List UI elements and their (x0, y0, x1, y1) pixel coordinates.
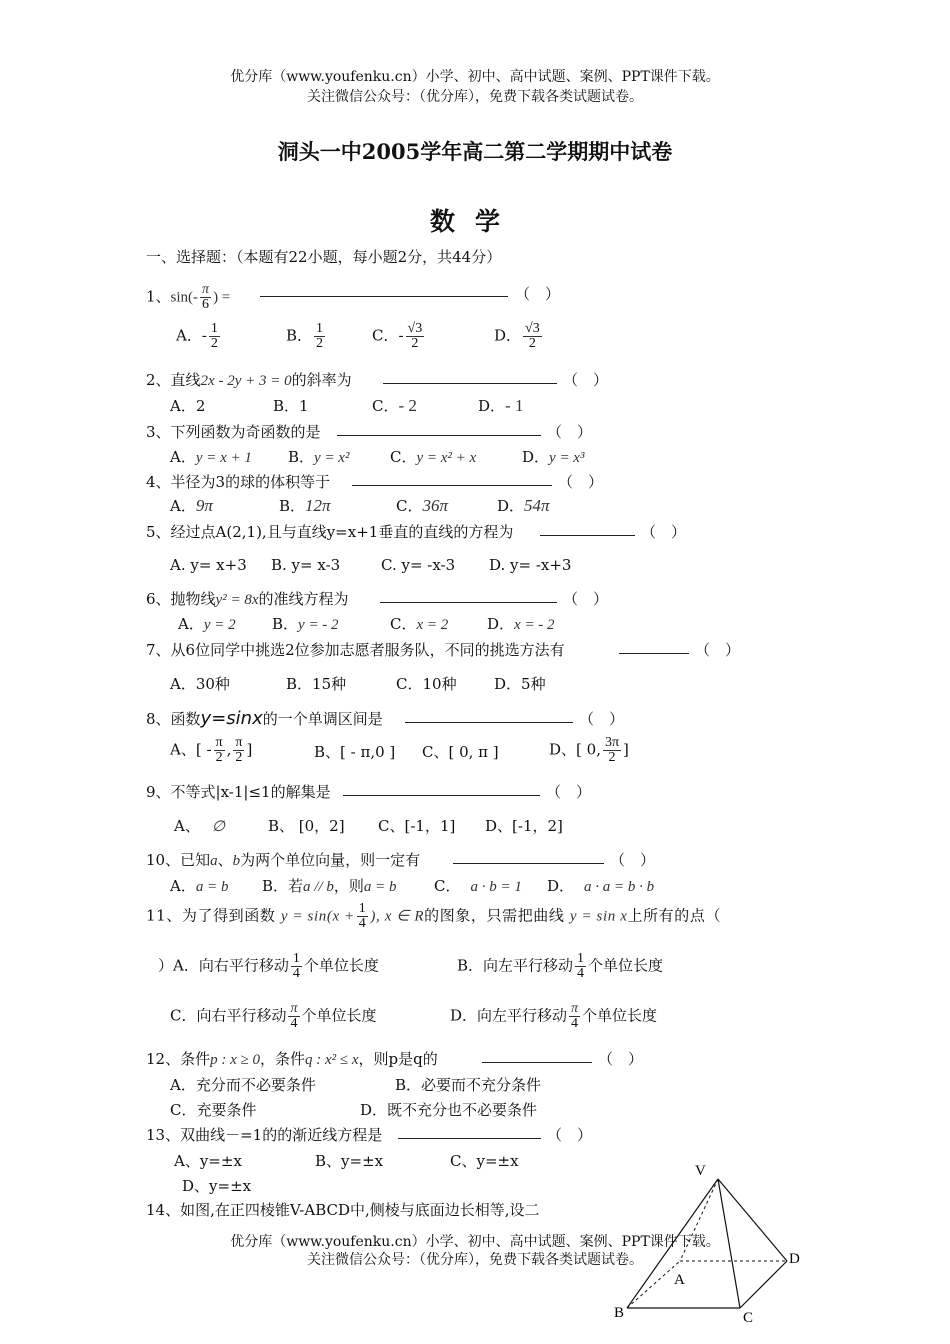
answer-paren: （ ） (563, 371, 609, 389)
footer-line-1: 优分库（www.youfenku.cn）小学、初中、高中试题、案例、PPT课件下载。 (230, 1234, 720, 1250)
answer-blank (337, 422, 541, 436)
q4-option-d: D．54π (497, 496, 550, 515)
answer-paren: （ ） (579, 710, 625, 728)
q7-option-d: D．5种 (494, 675, 546, 693)
footer-line-2: 关注微信公众号：（优分库），免费下载各类试题试卷。 (307, 1252, 643, 1268)
exam-title: 洞头一中2005学年高二第二学期期中试卷 (277, 139, 673, 164)
answer-blank (453, 850, 604, 864)
question-2: 2、直线2x - 2y + 3 = 0的斜率为 (146, 371, 352, 389)
vertex-d-label: D (789, 1251, 800, 1267)
question-5: 5、经过点A(2,1),且与直线y=x+1垂直的直线的方程为 (146, 523, 514, 541)
q5-option-d: D. y= -x+3 (489, 556, 572, 574)
q8-option-d: D、[ 0, $\frac{3\pi}{2}$ ] (549, 735, 629, 765)
q13-option-b: B、y=±x (315, 1152, 384, 1170)
q2-option-a: A．2 (170, 397, 206, 415)
question-9: 9、不等式|x-1|≤1的解集是 (146, 783, 331, 801)
header-line-2: 关注微信公众号：（优分库），免费下载各类试题试卷。 (307, 89, 643, 105)
question-4: 4、半径为3的球的体积等于 (146, 473, 331, 491)
q10-option-c: C． a · b = 1 (434, 877, 522, 895)
answer-paren: （ ） (610, 851, 656, 869)
answer-blank (343, 782, 540, 796)
q3-option-a: A．y = x + 1 (170, 448, 252, 466)
q9-option-b: B、 [0，2] (268, 817, 345, 835)
header-line-1: 优分库（www.youfenku.cn）小学、初中、高中试题、案例、PPT课件下载。 (230, 69, 720, 85)
q12-option-a: A．充分而不必要条件 (170, 1076, 316, 1094)
answer-blank (352, 472, 552, 486)
vertex-v-label: V (695, 1163, 706, 1179)
edge-cd (740, 1261, 787, 1308)
subject-title: 数学 (429, 207, 520, 236)
q5-option-b: B. y= x-3 (271, 556, 341, 574)
q1-option-d: D． $\frac{√3}{2}$ (494, 321, 540, 351)
q7-option-c: C．10种 (396, 675, 457, 693)
q3-option-c: C．y = x² + x (390, 448, 477, 466)
q11-option-d: D．向左平行移动 $\frac{\pi}{4}$ 个单位长度 (450, 1001, 658, 1031)
answer-paren: （ ） (695, 641, 741, 659)
q9-option-c: C、[-1，1] (378, 817, 456, 835)
q10-option-b: B．若a // b，则a = b (262, 877, 397, 895)
question-3: 3、下列函数为奇函数的是 (146, 423, 321, 441)
q7-option-b: B．15种 (286, 675, 347, 693)
q11-option-b: B．向左平行移动 $\frac{1}{4}$ 个单位长度 (457, 951, 664, 981)
q12-option-b: B．必要而不充分条件 (395, 1076, 542, 1094)
vertex-c-label: C (743, 1310, 754, 1326)
answer-blank (383, 370, 557, 384)
q2-option-c: C．- 2 (372, 396, 417, 415)
answer-paren: （ ） (546, 783, 592, 801)
q13-option-a: A、y=±x (174, 1152, 242, 1170)
q12-option-c: C．充要条件 (170, 1101, 257, 1119)
answer-paren: （ ） (547, 423, 593, 441)
edge-vd (718, 1179, 787, 1261)
q1-option-a: A．- $\frac{1}{2}$ (176, 321, 218, 351)
answer-blank (619, 640, 689, 654)
pyramid-figure (600, 1155, 815, 1344)
q12-option-d: D．既不充分也不必要条件 (360, 1101, 538, 1119)
q5-option-c: C. y= -x-3 (381, 556, 456, 574)
edge-va-hidden (680, 1179, 718, 1261)
question-10: 10、已知a、b为两个单位向量，则一定有 (146, 851, 421, 869)
edge-vc (718, 1179, 740, 1308)
q9-option-d: D、[-1，2] (485, 817, 563, 835)
q10-option-a: A．a = b (170, 877, 229, 895)
answer-blank (405, 709, 573, 723)
answer-blank (380, 589, 557, 603)
answer-paren: （ ） (547, 1126, 593, 1144)
question-1: 1、sin(- $\frac{\pi}{6}$ ) = (146, 282, 231, 312)
question-8: 8、函数y=sinx的一个单调区间是 (146, 708, 383, 729)
q4-option-c: C．36π (396, 496, 449, 515)
q8-option-c: C、[ 0, π ] (422, 743, 499, 761)
q2-option-b: B．1 (273, 397, 309, 415)
vertex-b-label: B (614, 1305, 625, 1321)
q2-option-d: D．- 1 (478, 396, 524, 415)
q13-option-c: C、y=±x (450, 1152, 519, 1170)
q1-option-c: C．- $\frac{√3}{2}$ (372, 321, 423, 351)
q7-option-a: A．30种 (170, 675, 230, 693)
q4-option-a: A．9π (170, 496, 213, 515)
q6-option-c: C．x = 2 (390, 615, 449, 633)
answer-blank (482, 1049, 592, 1063)
q5-option-a: A. y= x+3 (170, 556, 247, 574)
q8-option-b: B、[ - π,0 ] (314, 743, 396, 761)
question-7: 7、从6位同学中挑选2位参加志愿者服务队，不同的挑选方法有 (146, 641, 565, 659)
q4-option-b: B．12π (279, 496, 331, 515)
answer-blank (540, 522, 635, 536)
question-12: 12、条件p : x ≥ 0，条件q : x² ≤ x，则p是q的 (146, 1050, 438, 1068)
answer-paren: （ ） (563, 590, 609, 608)
q8-option-a: A、[ - $\frac{\pi}{2}$ , $\frac{\pi}{2}$ ] (170, 735, 253, 765)
q6-option-d: D．x = - 2 (487, 615, 555, 633)
question-13: 13、双曲线－=1的的渐近线方程是 (146, 1126, 383, 1144)
question-11: 11、为了得到函数 y = sin(x + $\frac{1}{4}$ ), x ∈ R的图象，只需把曲线 y = sin x上所有的点（ (146, 901, 722, 931)
answer-paren: （ ） (598, 1050, 644, 1068)
q1-option-b: B． $\frac{1}{2}$ (286, 321, 324, 351)
answer-paren: （ ） (515, 285, 561, 303)
q11-option-a: ）A．向右平行移动 $\frac{1}{4}$ 个单位长度 (158, 951, 379, 981)
question-6: 6、抛物线y² = 8x的准线方程为 (146, 590, 349, 608)
q6-option-b: B．y = - 2 (272, 615, 339, 633)
answer-paren: （ ） (641, 523, 687, 541)
answer-paren: （ ） (558, 473, 604, 491)
q3-option-d: D．y = x³ (522, 448, 585, 466)
q9-option-a: A、 ∅ (174, 817, 225, 835)
answer-blank (398, 1125, 541, 1139)
answer-blank (260, 283, 508, 297)
question-14: 14、如图,在正四棱锥V-ABCD中,侧棱与底面边长相等,设二 (146, 1201, 540, 1219)
q13-option-d: D、y=±x (182, 1177, 252, 1195)
edge-ab-hidden (627, 1261, 680, 1308)
section-heading: 一、选择题：（本题有22小题，每小题2分，共44分） (146, 248, 502, 266)
q11-option-c: C．向右平行移动 $\frac{\pi}{4}$ 个单位长度 (170, 1001, 377, 1031)
edge-vb (627, 1179, 718, 1308)
vertex-a-label: A (674, 1272, 685, 1288)
q10-option-d: D． a · a = b · b (547, 877, 655, 895)
q3-option-b: B．y = x² (288, 448, 350, 466)
q6-option-a: A．y = 2 (178, 615, 236, 633)
